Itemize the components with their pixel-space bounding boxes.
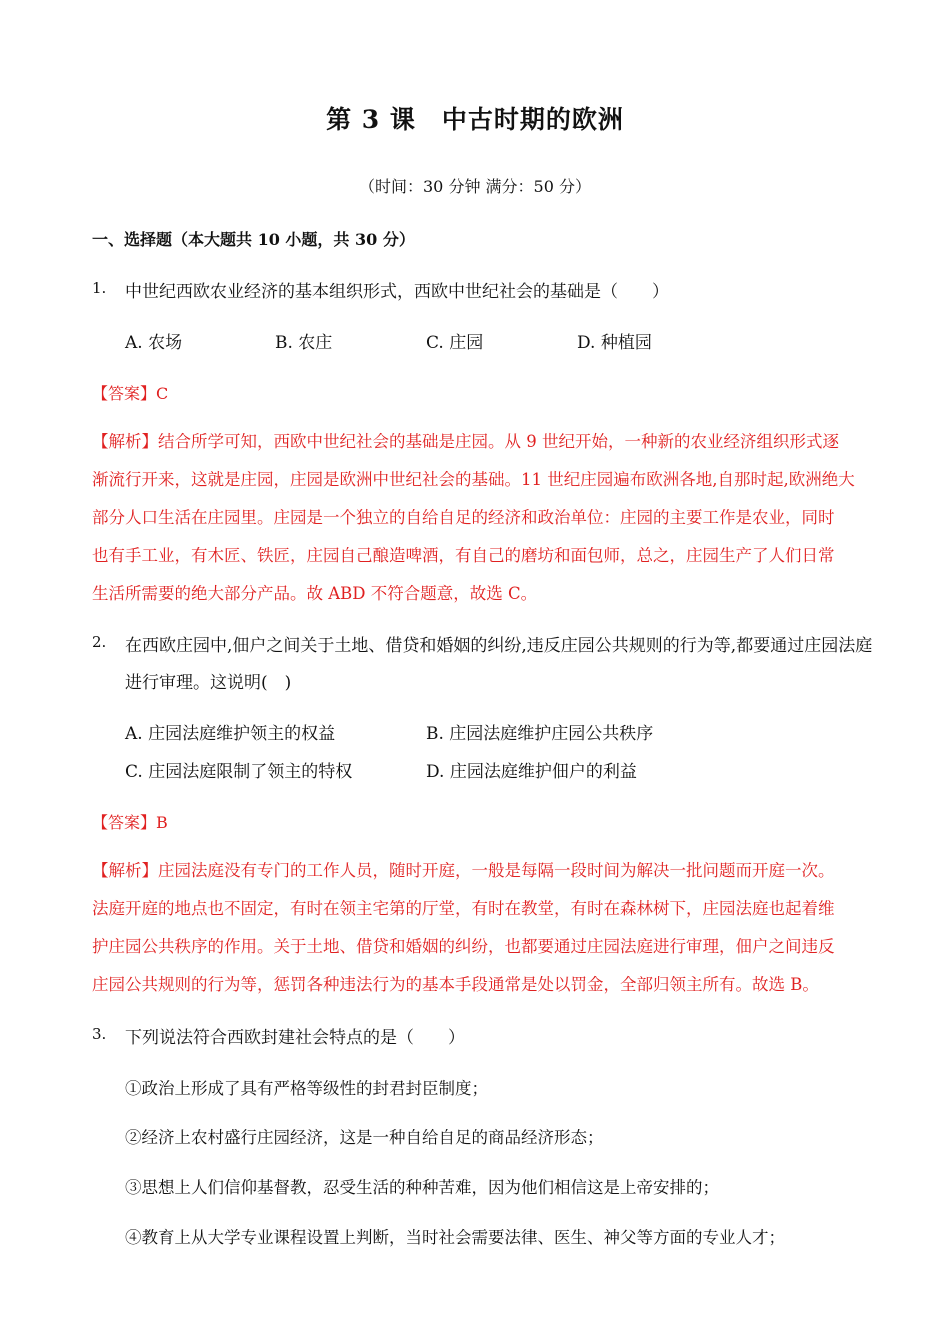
option-b: B. 农庄 bbox=[275, 333, 333, 353]
option-a: A. 庄园法庭维护领主的权益 bbox=[125, 724, 336, 744]
explanation-label: 【解析】 bbox=[92, 432, 158, 451]
question-text: 在西欧庄园中,佃户之间关于土地、借贷和婚姻的纠纷,违反庄园公共规则的行为等,都要通过庄园法庭 bbox=[125, 636, 873, 656]
explanation-line: 护庄园公共秩序的作用。关于土地、借贷和婚姻的纠纷，也都要通过庄园法庭进行审理，佃户之间违反 bbox=[92, 937, 835, 956]
answer: 【答案】B bbox=[92, 813, 168, 832]
exam-meta: （时间：30 分钟 满分：50 分） bbox=[359, 177, 591, 196]
question-text: 中世纪西欧农业经济的基本组织形式，西欧中世纪社会的基础是（ ） bbox=[125, 282, 669, 302]
explanation-line: 部分人口生活在庄园里。庄园是一个独立的自给自足的经济和政治单位：庄园的主要工作是农业，同时 bbox=[92, 508, 835, 527]
statement-2: ②经济上农村盛行庄园经济，这是一种自给自足的商品经济形态； bbox=[125, 1128, 604, 1147]
option-d: D. 庄园法庭维护佃户的利益 bbox=[426, 762, 637, 782]
option-d: D. 种植园 bbox=[577, 333, 652, 353]
explanation bbox=[92, 852, 862, 1004]
explanation-label: 【解析】 bbox=[92, 861, 158, 880]
statement-4: ④教育上从大学专业课程设置上判断，当时社会需要法律、医生、神父等方面的专业人才； bbox=[125, 1228, 785, 1247]
explanation-line: 也有手工业，有木匠、铁匠，庄园自己酿造啤酒，有自己的磨坊和面包师，总之，庄园生产了人们日常 bbox=[92, 546, 835, 565]
question-number: 2. bbox=[92, 633, 107, 651]
explanation-line: 生活所需要的绝大部分产品。故 ABD 不符合题意，故选 C。 bbox=[92, 584, 538, 603]
question-text: 下列说法符合西欧封建社会特点的是（ ） bbox=[125, 1028, 465, 1048]
answer: 【答案】C bbox=[92, 384, 169, 403]
question-number: 1. bbox=[92, 279, 107, 297]
statement-1: ①政治上形成了具有严格等级性的封君封臣制度； bbox=[125, 1079, 488, 1098]
option-c: C. 庄园法庭限制了领主的特权 bbox=[125, 762, 353, 782]
explanation bbox=[92, 423, 862, 613]
question-text-continued: 进行审理。这说明( ) bbox=[125, 673, 292, 693]
explanation-line: 庄园法庭没有专门的工作人员，随时开庭，一般是每隔一段时间为解决一批问题而开庭一次。 bbox=[158, 861, 835, 880]
page-title: 第 3 课 中古时期的欧洲 bbox=[326, 105, 624, 134]
option-a: A. 农场 bbox=[125, 333, 183, 353]
explanation-line: 庄园公共规则的行为等，惩罚各种违法行为的基本手段通常是处以罚金，全部归领主所有。故选 B。 bbox=[92, 975, 819, 994]
explanation-line: 渐流行开来，这就是庄园，庄园是欧洲中世纪社会的基础。11 世纪庄园遍布欧洲各地,自那时起,欧洲绝大 bbox=[92, 470, 855, 489]
option-b: B. 庄园法庭维护庄园公共秩序 bbox=[426, 724, 654, 744]
option-c: C. 庄园 bbox=[426, 333, 484, 353]
explanation-line: 法庭开庭的地点也不固定，有时在领主宅第的厅堂，有时在教堂，有时在森林树下，庄园法庭也起着维 bbox=[92, 899, 835, 918]
question-number: 3. bbox=[92, 1025, 107, 1043]
statement-3: ③思想上人们信仰基督教，忍受生活的种种苦难，因为他们相信这是上帝安排的； bbox=[125, 1178, 719, 1197]
section-heading: 一、选择题（本大题共 10 小题，共 30 分） bbox=[92, 230, 415, 249]
explanation-line: 结合所学可知，西欧中世纪社会的基础是庄园。从 9 世纪开始，一种新的农业经济组织形式逐 bbox=[158, 432, 839, 451]
